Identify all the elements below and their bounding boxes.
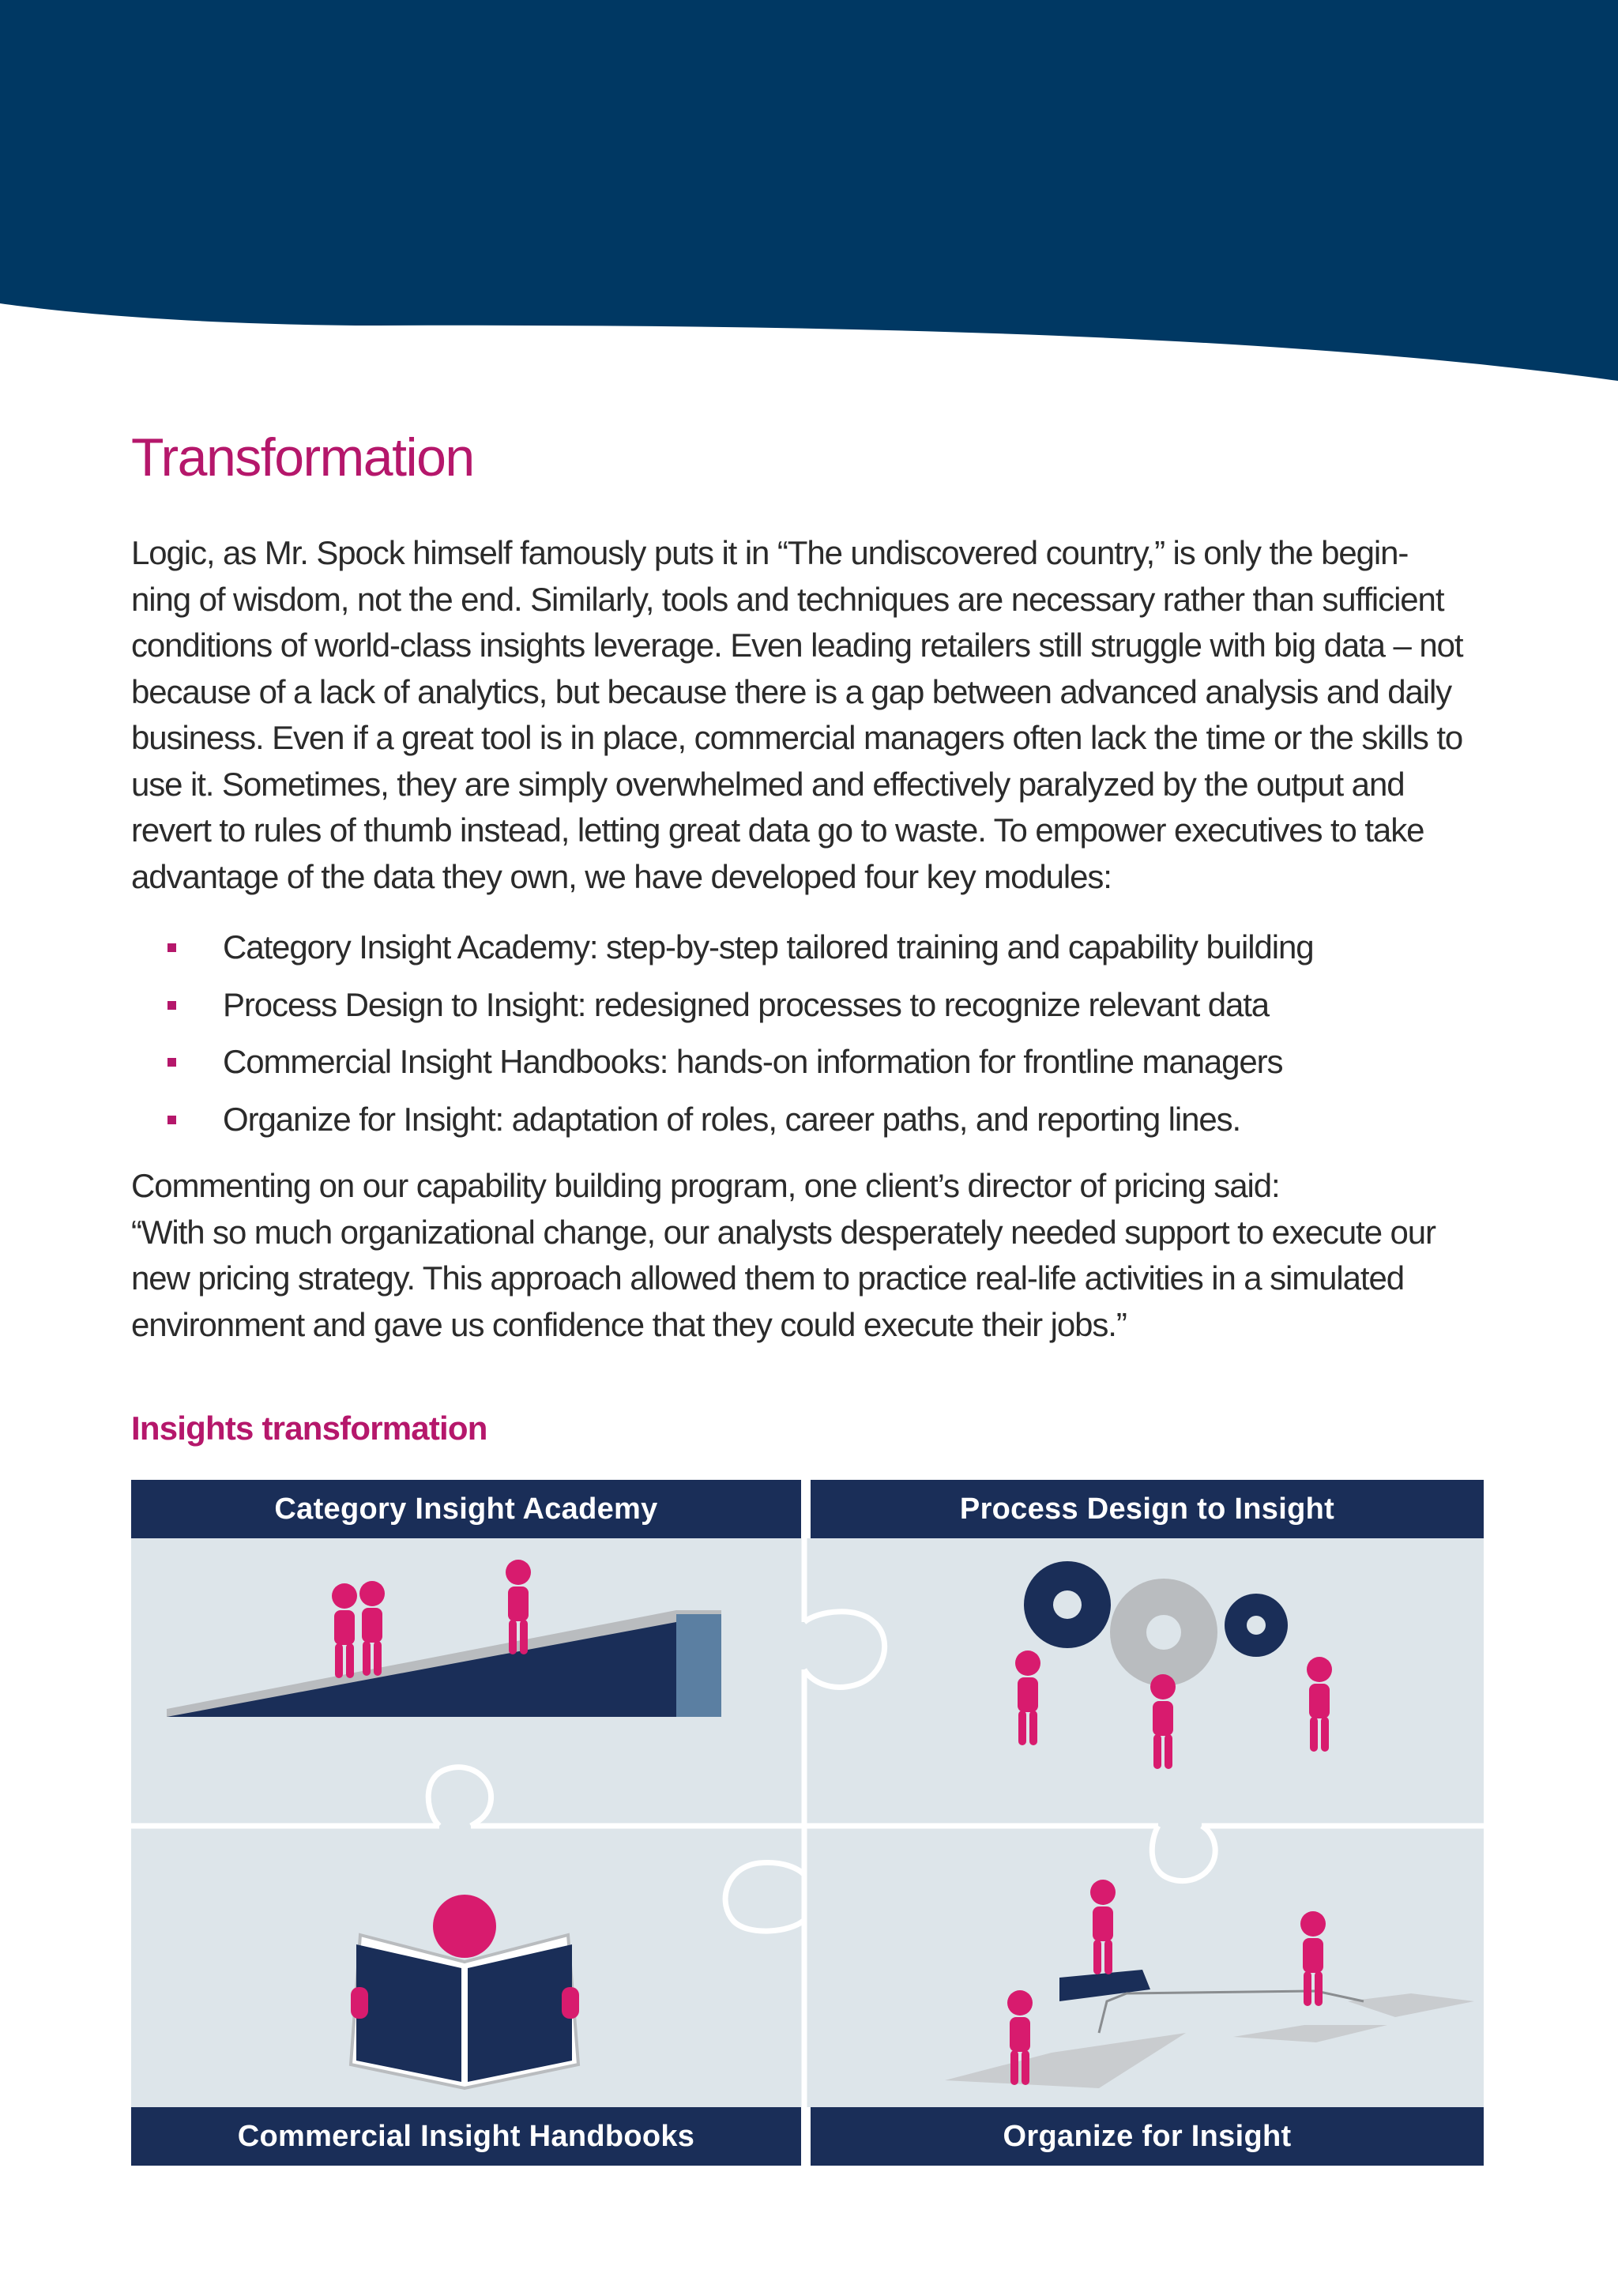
paragraph-line: business. Even if a great tool is in place, commercial managers often lack the time or the skills to: [131, 719, 1463, 756]
insights-puzzle-figure: [131, 1480, 1484, 2166]
list-item-text: Category Insight Academy: step-by-step tailored training and capability building: [223, 928, 1314, 965]
module-list: [186, 919, 1314, 1148]
bullet-square-icon: [167, 1001, 176, 1010]
paragraph-line: because of a lack of analytics, but because there is a gap between advanced analysis and daily: [131, 672, 1452, 710]
paragraph-line: Commenting on our capability building program, one client’s director of pricing said:: [131, 1167, 1280, 1204]
paragraph-line: environment and gave us confidence that they could execute their jobs.”: [131, 1305, 1127, 1343]
list-item-text: Commercial Insight Handbooks: hands-on information for frontline managers: [223, 1043, 1283, 1080]
label-category-insight-academy: Category Insight Academy: [131, 1480, 801, 1538]
paragraph-line: conditions of world-class insights leverage. Even leading retailers still struggle with big data – not: [131, 627, 1463, 664]
paragraph-line: ning of wisdom, not the end. Similarly, tools and techniques are necessary rather than sufficient: [131, 580, 1444, 618]
label-organize-for-insight: Organize for Insight: [811, 2107, 1484, 2166]
list-item: [186, 1091, 1314, 1149]
paragraph-line: Logic, as Mr. Spock himself famously puts it in “The undiscovered country,” is only the begin-: [131, 534, 1409, 571]
figure-title: Insights transformation: [131, 1410, 487, 1447]
puzzle-illustration: [131, 1480, 1484, 2166]
list-item: [186, 919, 1314, 977]
section-title: Transformation: [131, 427, 474, 487]
quote-paragraph: [131, 1163, 1490, 1348]
paragraph-line: “With so much organizational change, our analysts desperately needed support to execute our: [131, 1213, 1436, 1251]
list-item: [186, 977, 1314, 1034]
paragraph-line: use it. Sometimes, they are simply overwhelmed and effectively paralyzed by the output and: [131, 765, 1405, 803]
label-commercial-insight-handbooks: Commercial Insight Handbooks: [131, 2107, 801, 2166]
intro-paragraph: [131, 530, 1490, 900]
paragraph-line: revert to rules of thumb instead, letting great data go to waste. To empower executives to take: [131, 811, 1424, 849]
label-process-design-to-insight: Process Design to Insight: [811, 1480, 1484, 1538]
list-item: [186, 1033, 1314, 1091]
bullet-square-icon: [167, 943, 176, 952]
header-band: [0, 0, 1618, 387]
list-item-text: Process Design to Insight: redesigned processes to recognize relevant data: [223, 985, 1270, 1023]
list-item-text: Organize for Insight: adaptation of roles, career paths, and reporting lines.: [223, 1100, 1241, 1138]
paragraph-line: new pricing strategy. This approach allowed them to practice real-life activities in a simulated: [131, 1259, 1404, 1297]
bullet-square-icon: [167, 1116, 176, 1124]
bullet-square-icon: [167, 1058, 176, 1067]
paragraph-line: advantage of the data they own, we have developed four key modules:: [131, 857, 1112, 895]
